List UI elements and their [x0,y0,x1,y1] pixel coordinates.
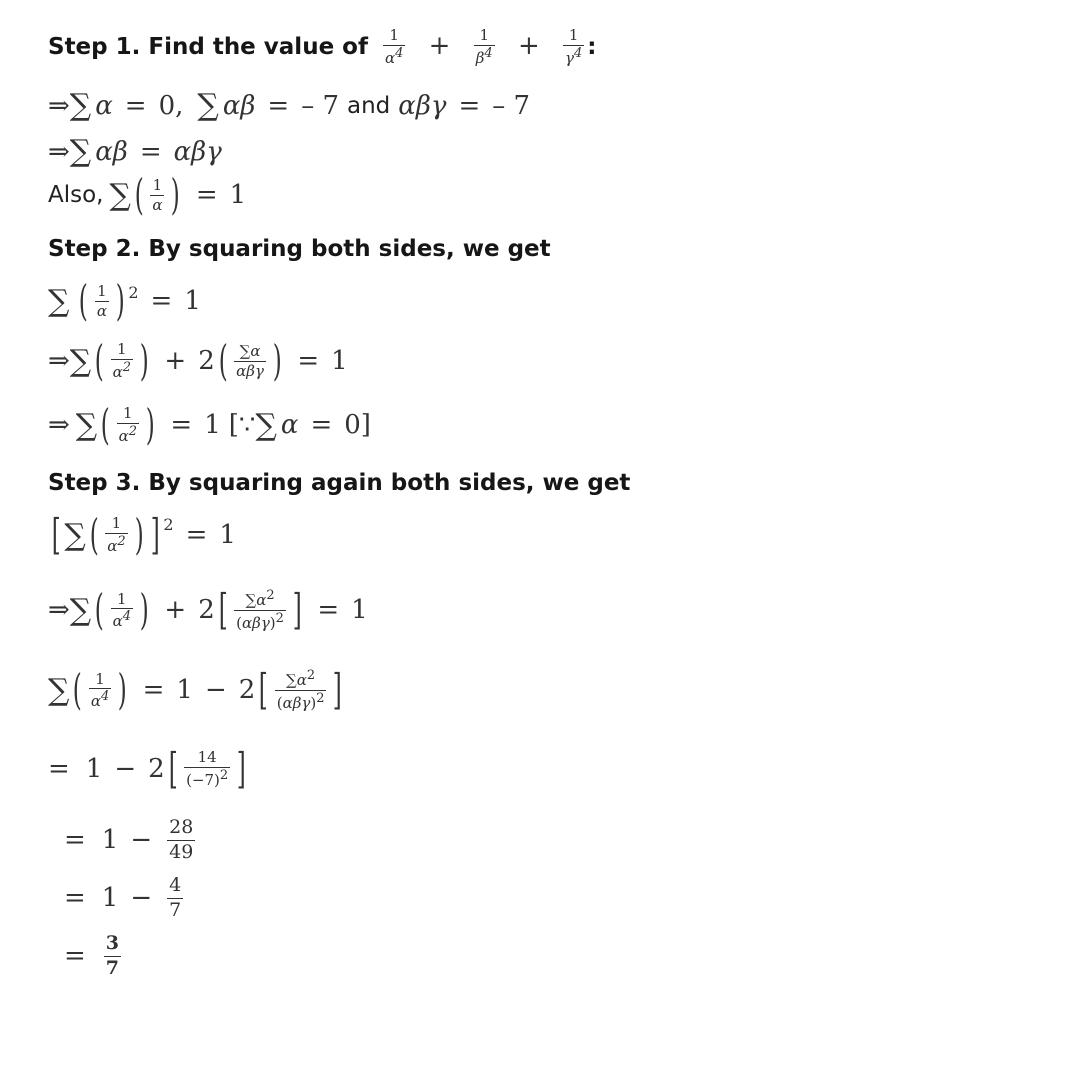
line-sum-ab: ⇒ ∑ αβ = αβγ [48,134,222,169]
step-3-line-5: = 1 − $\frac{28}{49}$ [64,816,194,863]
final-answer: = $\frac{3}{7}$ [64,932,120,979]
step-3-line-3: ∑ ( $\frac{1}{\alpha 4}$ ) = 1 − 2 [ $\frac{\sum\alpha 2}{\text{(αβγ)2}}$ ] [48,665,343,715]
line-sums: ⇒ ∑ α = 0 , ∑ αβ = – 7 and αβγ = – 7 [48,88,531,123]
step-3-line-1: [ ∑ ( $\frac{1}{\alpha 2}$ ) ] 2 = 1 [51,510,236,559]
step-2-heading: Step 2. By squaring both sides, we get [48,236,551,262]
step-1-colon: : [587,33,597,60]
step-1-expression: $\frac{1}{\alpha 4}$ + $\frac{1}{\beta 4}$ + $\frac{1}{\gamma 4}$ [384,26,583,67]
step-2-line-3: ⇒ ∑ ( $\frac{1}{\alpha 2}$ ) = 1 [∵ ∑ α = 0 ] [48,400,371,449]
step-3-line-2: ⇒ ∑ ( $\frac{1}{\alpha 4}$ ) + 2 [ $\frac{\sum\alpha 2}{\text{(αβγ)2}}$ ] = 1 [48,585,368,635]
step-2-line-2: ⇒ ∑ ( $\frac{1}{\alpha 2}$ ) + 2 ( $\frac{\sum\alpha}{\text{αβγ}}$ ) = 1 [48,336,348,385]
line-also: Also, ∑ ( $\frac{1}{\alpha}$ ) = 1 [48,170,247,219]
step-2-line-1: ∑ ( $\frac{1}{\alpha}$ ) 2 = 1 [48,276,201,325]
step-3-line-4: = 1 − 2 [ $\frac{14}{(-7)2}$ ] [48,744,246,793]
step-3-heading: Step 3. By squaring again both sides, we get [48,470,631,496]
also-text: Also, [48,182,104,208]
and-text: and [347,92,391,119]
step-1-label: Step 1. Find the value of [48,33,368,60]
step-1-heading [48,26,596,68]
step-3-line-6: = 1 − $\frac{4}{7}$ [64,874,182,921]
